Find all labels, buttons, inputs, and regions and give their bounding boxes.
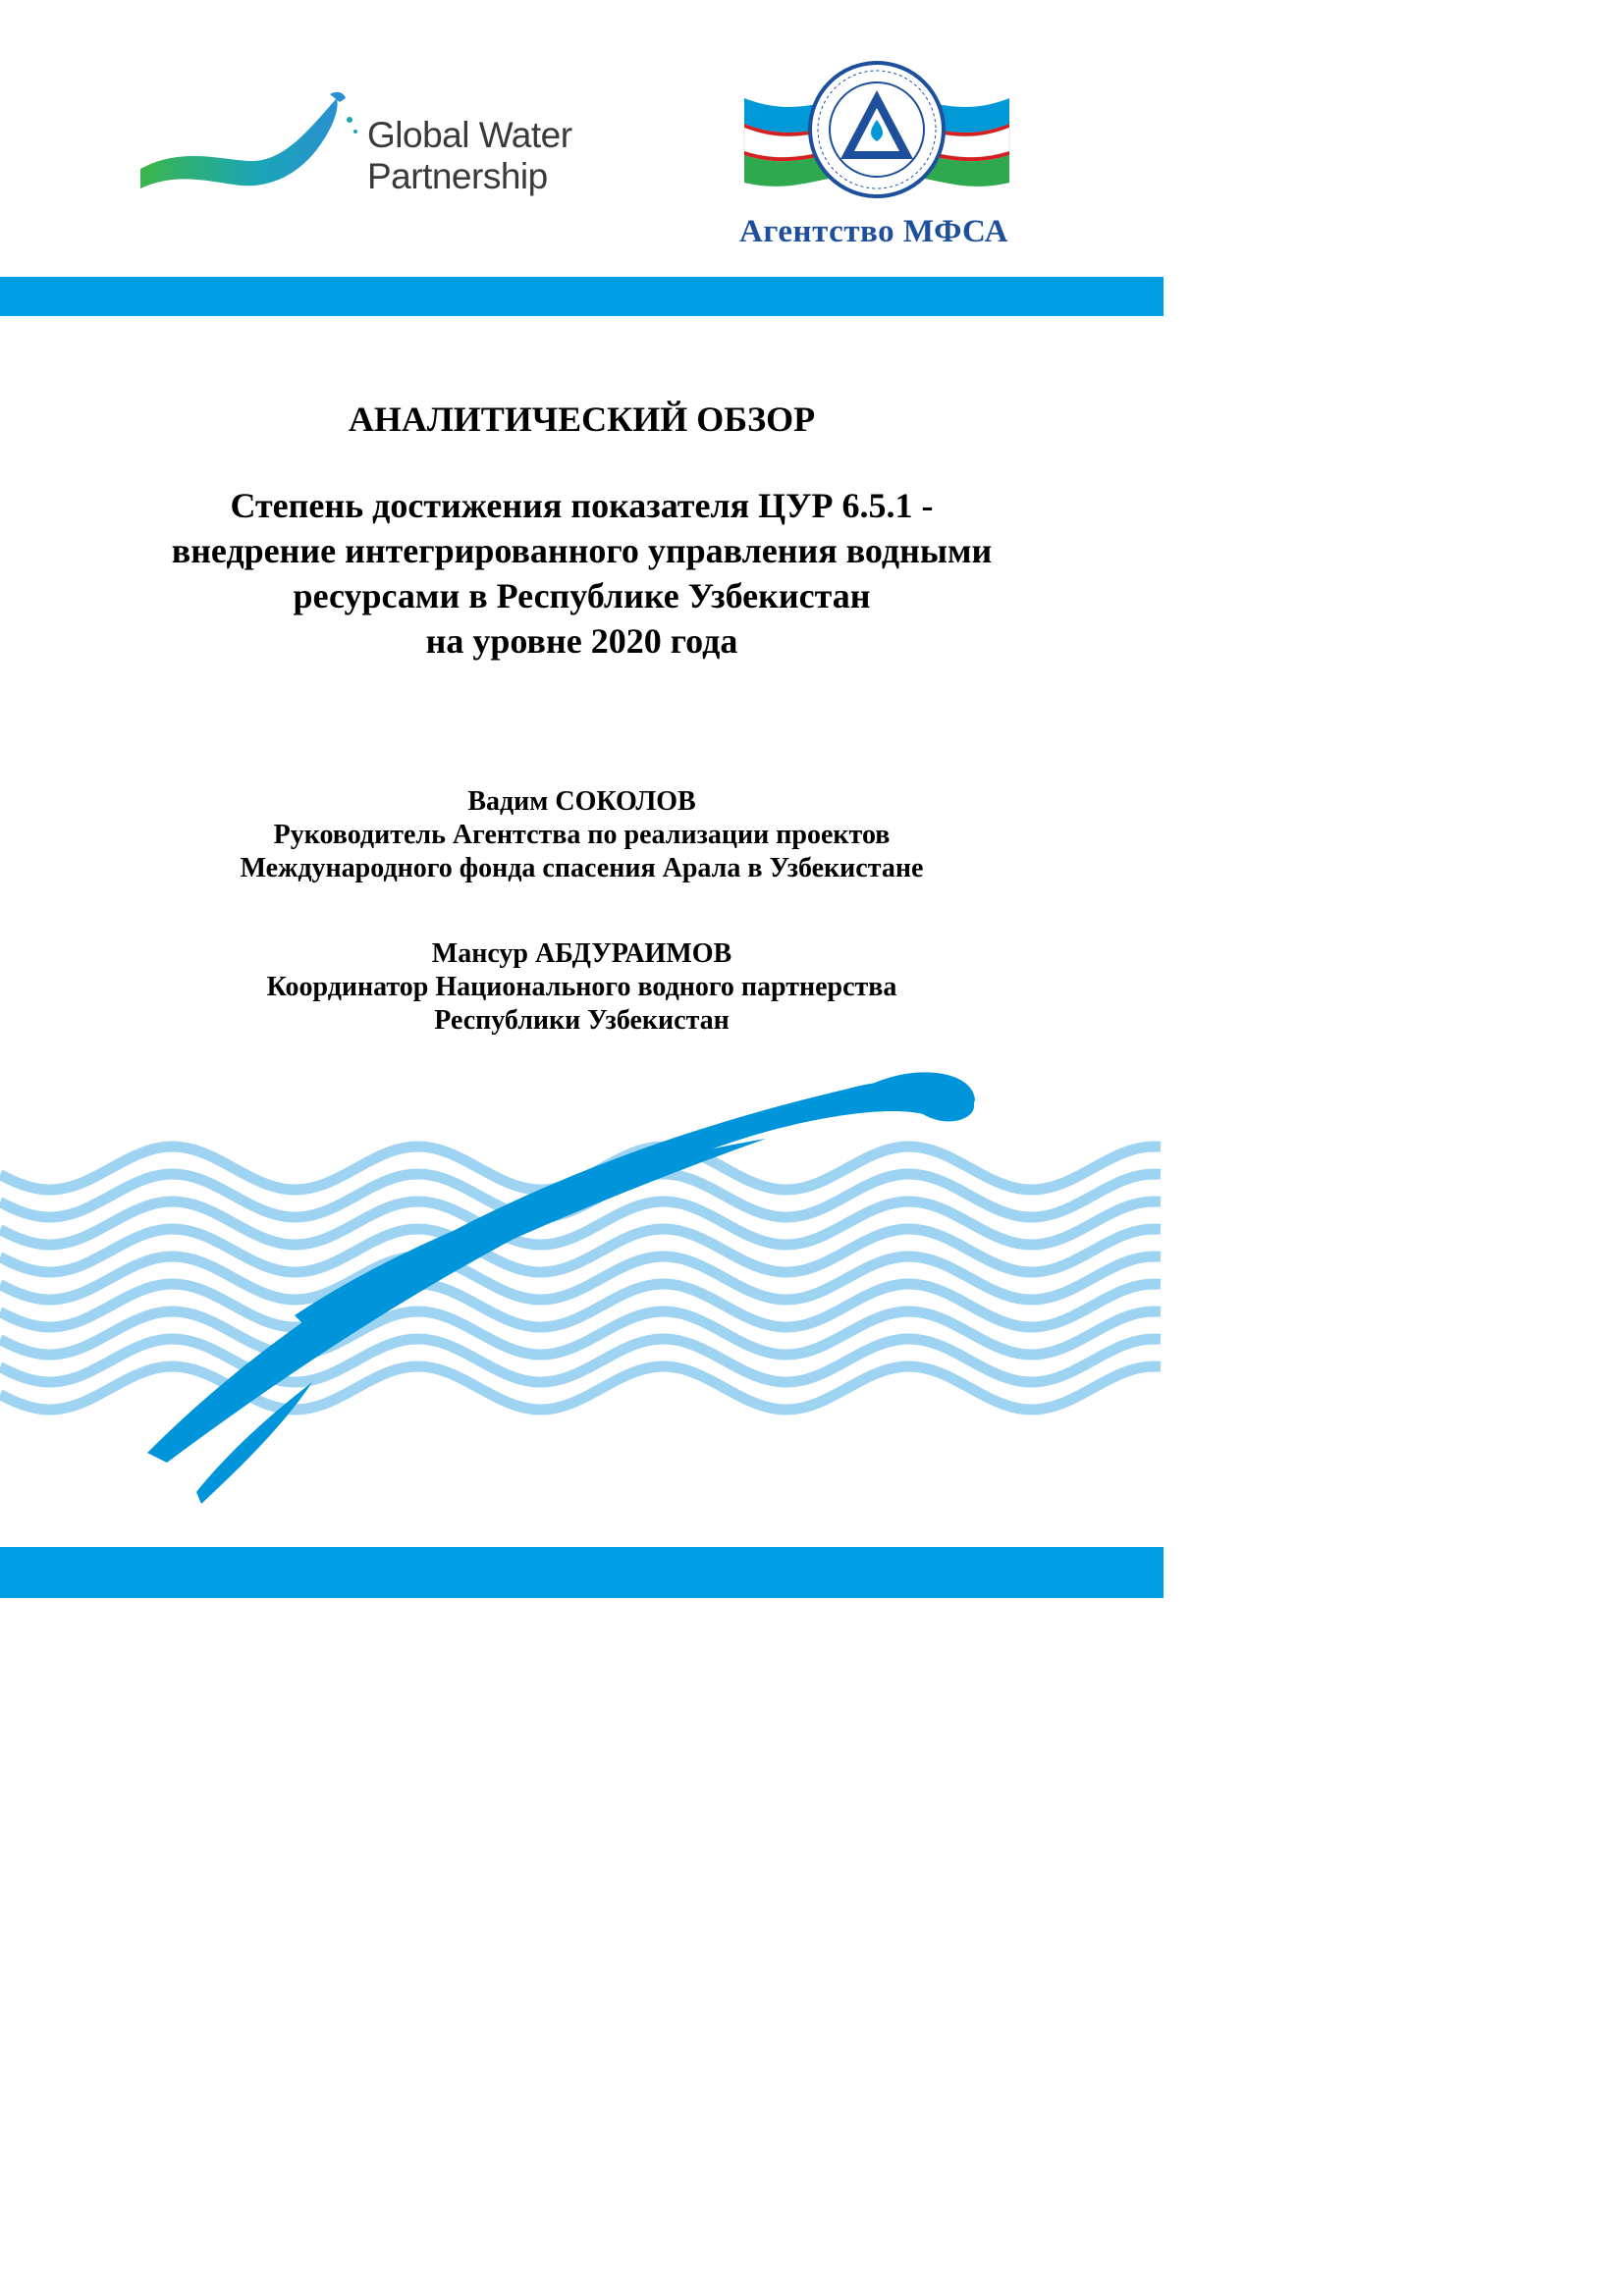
water-splash <box>147 1072 975 1504</box>
gwp-line-2: Partnership <box>367 156 548 196</box>
author-role-line: Республики Узбекистан <box>434 1005 730 1036</box>
author-abduraimov <box>0 937 1164 1038</box>
author-role-line: Руководитель Агентства по реализации проектов <box>273 820 891 850</box>
document-title <box>0 483 1164 664</box>
ifas-emblem-icon <box>734 59 1019 206</box>
ifas-agency-logo <box>707 59 1041 255</box>
report-cover <box>0 0 1164 1600</box>
wave-artwork <box>0 1050 1164 1512</box>
gwp-swoosh-icon <box>135 90 361 198</box>
gwp-wordmark <box>367 115 572 197</box>
title-line-2: внедрение интегрированного управления водными <box>171 531 993 570</box>
author-role-line: Международного фонда спасения Арала в Узбекистане <box>240 853 924 883</box>
title-line-1: Степень достижения показателя ЦУР 6.5.1 - <box>230 486 934 525</box>
author-role-line: Координатор Национального водного партнерства <box>266 972 897 1002</box>
title-line-3: ресурсами в Республике Узбекистан <box>293 576 871 615</box>
author-sokolov <box>0 785 1164 885</box>
bottom-blue-band <box>0 1547 1164 1598</box>
title-line-4: на уровне 2020 года <box>425 621 738 661</box>
document-type-heading: АНАЛИТИЧЕСКИЙ ОБЗОР <box>348 400 816 439</box>
global-water-partnership-logo <box>135 90 607 208</box>
author-name: Мансур АБДУРАИМОВ <box>431 938 732 969</box>
gwp-line-1: Global Water <box>367 115 572 155</box>
agency-name: Агентство МФСА <box>739 214 1008 249</box>
author-name: Вадим СОКОЛОВ <box>467 786 696 817</box>
top-blue-band <box>0 277 1164 316</box>
